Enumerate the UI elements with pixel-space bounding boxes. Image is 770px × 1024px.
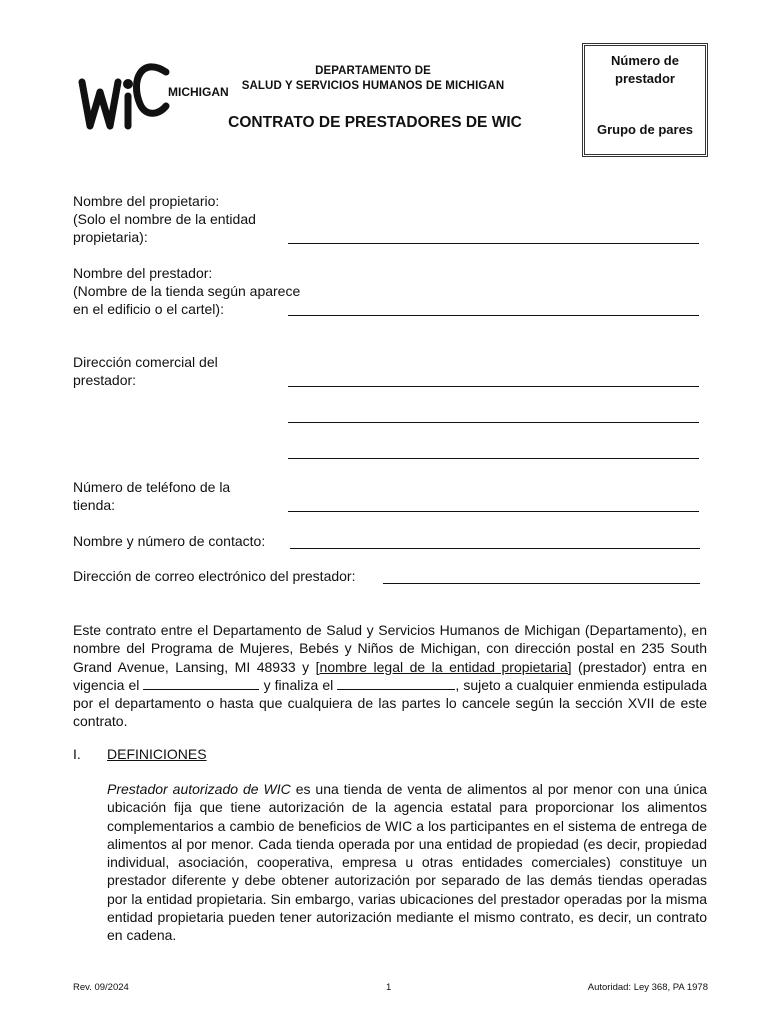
business-address-label: Dirección comercial del prestador: [73, 354, 218, 388]
owner-name-field[interactable] [288, 243, 699, 244]
contact-label: Nombre y número de contacto: [73, 533, 266, 549]
peer-group-label: Grupo de pares [596, 122, 694, 137]
revision-date: Rev. 09/2024 [73, 982, 129, 993]
section-number: I. [73, 746, 81, 762]
wic-michigan-logo [78, 52, 228, 134]
department-line-2: SALUD Y SERVICIOS HUMANOS DE MICHIGAN [241, 80, 505, 92]
contract-intro-paragraph: Este contrato entre el Departamento de Salud y Servicios Humanos de Michigan (Departamento), en nombre del Programa de Mujeres, Bebés y Niños de Michigan, con dirección postal en 235 South Grand Avenue, Lansing, MI 48933 y [nombre legal de la entidad propietaria] (prestador) entra en vigencia el y finaliza el , sujeto a cualquier enmienda estipulada por el departamento o hasta que cualquiera de las partes lo cancele según la sección XVII de este contrato. [73, 622, 707, 730]
page-number: 1 [386, 982, 392, 993]
vendor-id-box [582, 43, 708, 157]
address-field-line-3[interactable] [288, 458, 699, 459]
end-date-field[interactable] [337, 677, 455, 690]
legal-entity-name-placeholder: [nombre legal de la entidad propietaria] [315, 658, 572, 675]
store-phone-field[interactable] [288, 511, 699, 512]
owner-name-label: Nombre del propietario: (Solo el nombre de la entidad propietaria): [73, 193, 256, 245]
department-line-1: DEPARTAMENTO DE [315, 65, 431, 77]
vendor-name-label: Nombre del prestador: (Nombre de la tienda según aparece en el edificio o el cartel): [73, 265, 301, 317]
document-title: CONTRATO DE PRESTADORES DE WIC [228, 114, 522, 131]
authority-note: Autoridad: Ley 368, PA 1978 [587, 982, 708, 993]
svg-text:MICHIGAN: MICHIGAN [168, 85, 228, 99]
defined-term: Prestador autorizado de WIC [107, 781, 291, 797]
email-field[interactable] [383, 583, 700, 584]
vendor-name-field[interactable] [288, 315, 699, 316]
definition-paragraph: Prestador autorizado de WIC es una tienda de venta de alimentos al por menor con una única ubicación fija que tiene autorización de la agencia estatal para proporcionar los alimentos complementarios a cambio de beneficios de WIC a los participantes en el sistema de entrega de alimentos al por menor. Cada tienda operada por una entidad de propiedad (es decir, propiedad individual, asociación, cooperativa, empresa u otras entidades comerciales) constituye un prestador diferente y debe obtener autorización por separado de las demás tiendas operadas por la entidad propietaria. Sin embargo, varias ubicaciones del prestador operadas por la misma entidad propietaria pueden tener autorización mediante el mismo contrato, es decir, un contrato en cadena. [107, 781, 707, 944]
address-field-line-1[interactable] [288, 386, 699, 387]
vendor-number-label: Número de prestador [611, 53, 679, 86]
store-phone-label: Número de teléfono de la tienda: [73, 479, 231, 513]
wic-logo-graphic [78, 52, 228, 134]
address-field-line-2[interactable] [288, 422, 699, 423]
section-title: DEFINICIONES [107, 746, 207, 762]
email-label: Dirección de correo electrónico del prestador: [73, 568, 356, 584]
effective-date-field[interactable] [143, 677, 259, 690]
department-heading [232, 64, 514, 94]
contact-field[interactable] [290, 548, 700, 549]
